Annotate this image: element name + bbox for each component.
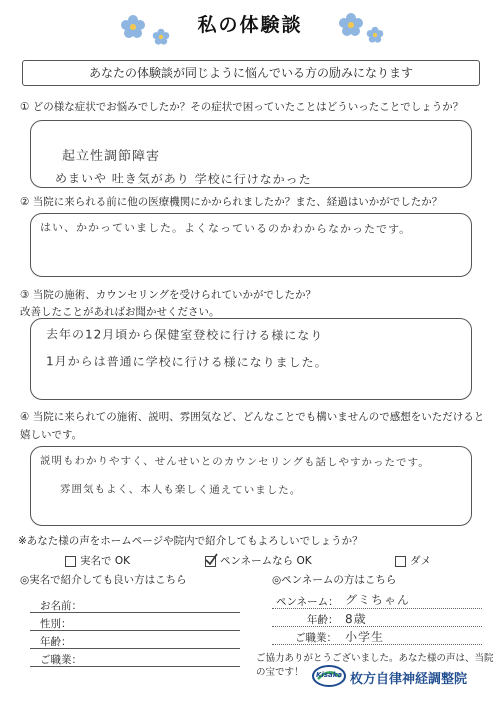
subtitle-banner: あなたの体験談が同じように悩んでいる方の励みになります (22, 60, 480, 86)
penname-value: グミちゃん (344, 592, 411, 608)
field-name-line[interactable] (30, 612, 240, 613)
penname-age-value: 8歳 (344, 611, 367, 627)
option-realname-label: 実名で OK (80, 555, 130, 567)
answer-1-line-2: めまいや 吐き気があり 学校に行けなかった (54, 171, 312, 187)
question-4-line-1: ④ 当院に来られての施術、説明、雰囲気など、どんなことでも構いませんので感想をいただけると (20, 411, 485, 423)
penname-heading: ◎ペンネームの方はこちら (272, 574, 397, 586)
checkbox-realname[interactable] (65, 556, 76, 567)
field-age-line[interactable] (30, 648, 240, 649)
option-penname-label: ペンネームなら OK (220, 555, 312, 567)
field-age-label: 年齢： (40, 636, 72, 648)
penname-job-label: ご職業： (295, 632, 337, 644)
answer-1-line-1: 起立性調節障害 (61, 148, 161, 165)
penname-age-line[interactable] (272, 626, 482, 627)
option-decline[interactable] (395, 553, 431, 568)
option-realname[interactable] (65, 553, 130, 568)
field-job-line[interactable] (30, 666, 240, 667)
checkmark-icon (205, 553, 218, 566)
field-job-label: ご職業： (40, 654, 82, 666)
answer-2-line-1: はい、かかっていました。よくなっているのかわからなかったです。 (39, 221, 412, 236)
option-decline-label: ダメ (410, 555, 431, 567)
field-gender-label: 性別： (40, 618, 72, 630)
penname-age-label: 年齢： (307, 614, 339, 626)
field-name-label: お名前： (40, 600, 82, 612)
answer-4-line-1: 説明もわかりやすく、せんせいとのカウンセリングも話しやすかったです。 (39, 454, 430, 470)
field-gender-line[interactable] (30, 630, 240, 631)
flower-icon (338, 12, 364, 38)
checkbox-penname[interactable] (205, 556, 216, 567)
answer-4-line-2: 雰囲気もよく、本人も楽しく通えていました。 (59, 483, 302, 497)
page-title: 私の体験談 (197, 14, 303, 36)
realname-heading: ◎実名で紹介しても良い方はこちら (20, 574, 187, 586)
penname-job-line[interactable] (272, 644, 482, 645)
question-3-line-1: ③ 当院の施術、カウンセリングを受けられていかがでしたか？ (20, 289, 317, 301)
flower-icon (366, 26, 384, 44)
option-penname[interactable] (205, 553, 312, 568)
penname-label: ペンネーム： (276, 596, 339, 608)
thanks-message: ご協力ありがとうございました。あなた様の声は、当院の宝です！ (256, 653, 494, 678)
penname-line[interactable] (272, 608, 482, 609)
answer-3-line-2: 1月からは普通に学校に行ける様になりました。 (45, 354, 328, 370)
question-1: ① どの様な症状でお悩みでしたか？その症状で困っていたことはどういったことでしょうか？ (20, 101, 464, 113)
consent-question: ※あなた様の声をホームページや院内で紹介してもよろしいでしょうか？ (18, 535, 363, 547)
question-4-line-2: 嬉しいです。 (20, 429, 83, 441)
answer-3-line-1: 去年の12月頃から保健室登校に行ける様になり (45, 327, 324, 343)
logo-wordmark: Kisaka (316, 671, 343, 679)
checkbox-decline[interactable] (395, 556, 406, 567)
question-2: ② 当院に来られる前に他の医療機関にかかられましたか？また、経過はいかがでしたか？ (20, 196, 443, 208)
penname-job-value: 小学生 (344, 629, 385, 645)
clinic-name: 枚方自律神経調整院 (350, 672, 468, 687)
question-3-line-2: 改善したことがあればお聞かせください。 (20, 306, 220, 318)
